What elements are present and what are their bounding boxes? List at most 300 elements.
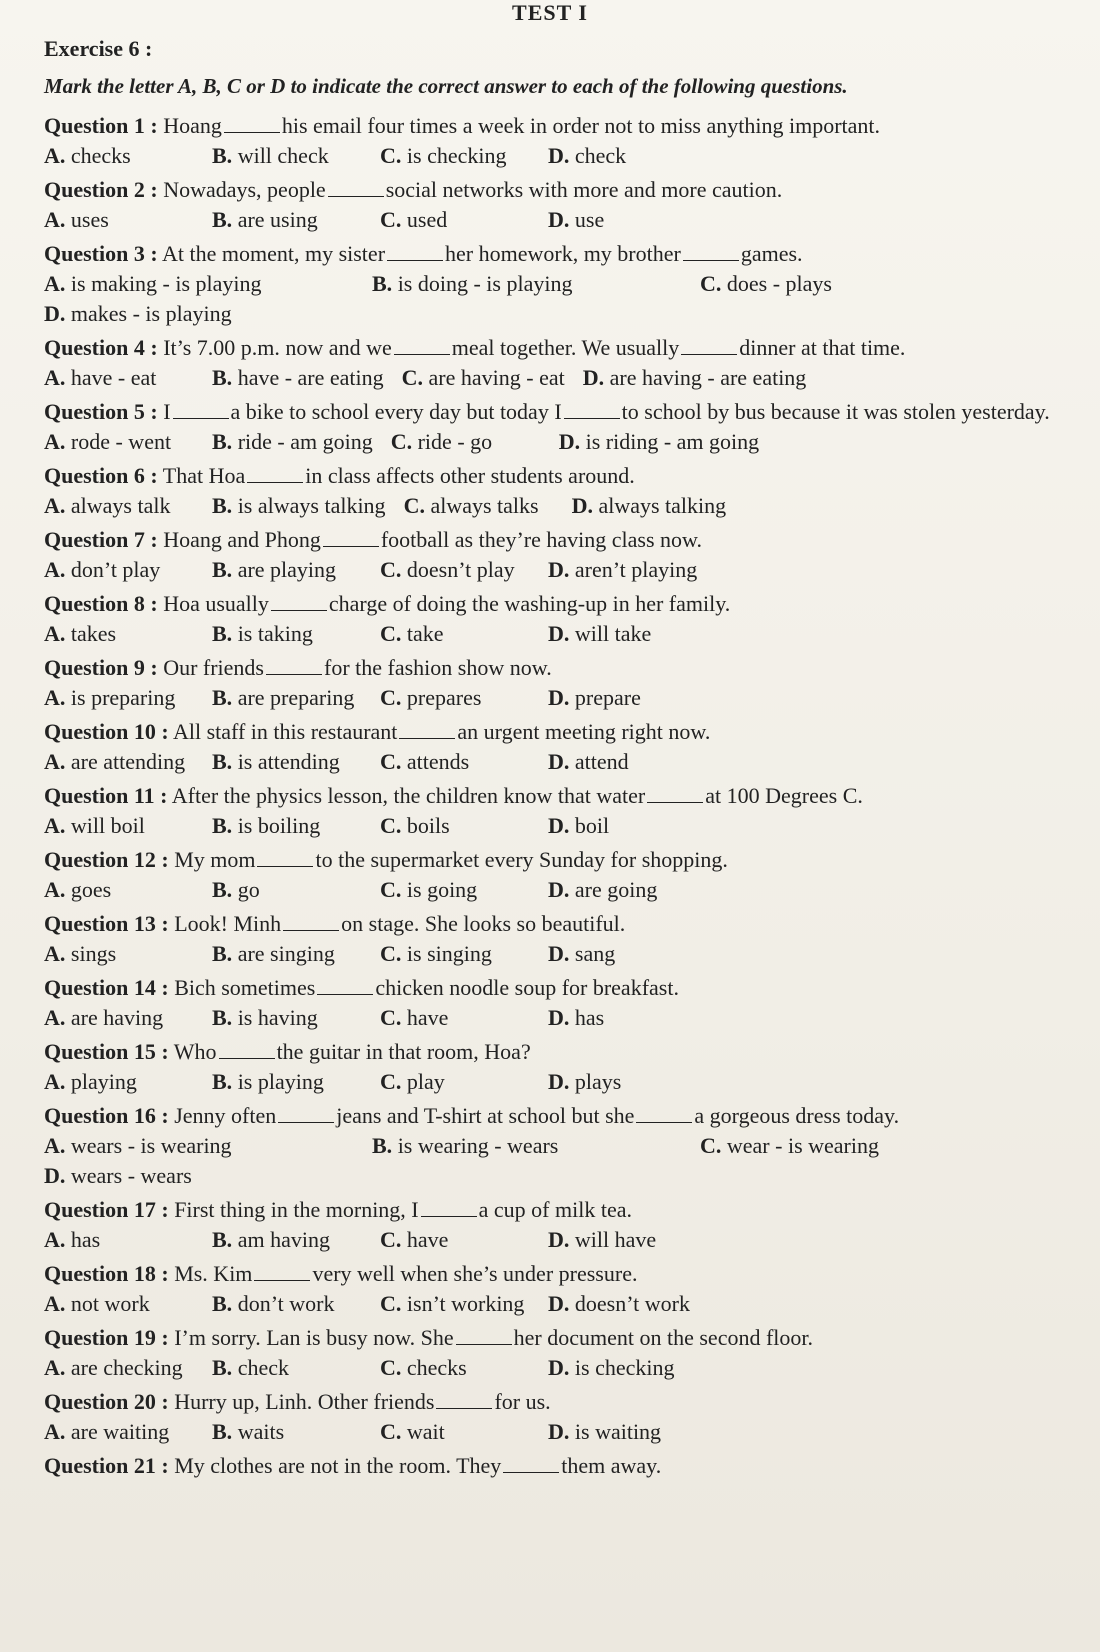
option-a[interactable] [44,1067,194,1097]
option-a[interactable] [44,811,194,841]
option-text: don’t work [237,1291,335,1316]
question-text-part: a gorgeous dress today. [694,1103,900,1128]
question-text [44,653,1084,683]
option-c[interactable] [380,683,530,713]
answer-blank[interactable] [564,400,620,419]
answer-blank[interactable] [257,848,313,867]
option-a[interactable] [44,1131,354,1161]
answer-blank[interactable] [456,1326,512,1345]
option-text: checks [406,1355,467,1380]
option-b[interactable] [212,1289,362,1319]
option-a[interactable] [44,205,194,235]
option-letter: B. [212,1227,238,1252]
option-a[interactable] [44,939,194,969]
answer-blank[interactable] [503,1454,559,1473]
option-b[interactable] [212,141,362,171]
option-letter: C. [380,749,407,774]
answer-options [44,1225,1084,1255]
question-5 [44,397,1084,457]
option-letter: B. [212,429,238,454]
option-letter: D. [44,1163,71,1188]
question-text-part: Hoang [163,113,222,138]
option-text: have [406,1005,449,1030]
option-letter: D. [548,941,575,966]
option-text: always talk [70,493,171,518]
option-letter: A. [44,271,71,296]
option-d[interactable] [44,299,354,329]
option-b[interactable] [212,205,362,235]
option-letter: A. [44,1069,71,1094]
option-b[interactable] [212,1353,362,1383]
option-c[interactable] [380,205,530,235]
option-a[interactable] [44,363,194,393]
option-c[interactable] [380,555,530,585]
option-a[interactable] [44,555,194,585]
option-letter: C. [380,941,407,966]
option-c[interactable] [380,1225,530,1255]
option-text: is attending [237,749,340,774]
answer-blank[interactable] [683,242,739,261]
question-8 [44,589,1084,649]
option-text: always talking [598,493,727,518]
option-letter: B. [372,271,398,296]
option-c[interactable] [380,1003,530,1033]
option-text: aren’t playing [574,557,698,582]
question-text-part: to the supermarket every Sunday for shopping. [315,847,728,872]
option-c[interactable] [380,811,530,841]
option-d[interactable] [548,141,698,171]
option-d[interactable] [548,747,698,777]
question-text-part: It’s 7.00 p.m. now and we [163,335,392,360]
option-text: ride - am going [237,429,373,454]
option-letter: B. [212,877,238,902]
answer-blank[interactable] [647,784,703,803]
option-letter: C. [403,493,431,518]
option-letter: A. [44,143,71,168]
option-a[interactable] [44,1225,194,1255]
question-number: Question 20 : [44,1389,169,1414]
option-b[interactable] [212,747,362,777]
option-b[interactable] [212,619,362,649]
question-text-part: her homework, my brother [445,241,681,266]
option-b[interactable] [212,555,362,585]
option-text: makes - is playing [70,301,232,326]
option-text: is taking [237,621,313,646]
question-number: Question 10 : [44,719,169,744]
question-text [44,845,1084,875]
answer-options [44,683,1084,713]
option-a[interactable] [44,683,194,713]
option-d[interactable] [548,1353,698,1383]
answer-blank[interactable] [173,400,229,419]
option-text: check [237,1355,289,1380]
question-text-part: very well when she’s under pressure. [312,1261,638,1286]
option-letter: A. [44,749,71,774]
question-2 [44,175,1084,235]
option-text: use [574,207,605,232]
option-b[interactable] [372,1131,682,1161]
option-c[interactable] [380,141,530,171]
option-a[interactable] [44,875,194,905]
option-c[interactable] [700,269,1010,299]
question-text-part: in class affects other students around. [305,463,635,488]
option-text: am having [237,1227,330,1252]
option-text: is preparing [70,685,176,710]
option-text: waits [237,1419,285,1444]
option-text: check [574,143,627,168]
option-text: is going [406,877,478,902]
option-text: attends [406,749,470,774]
option-d[interactable] [548,683,698,713]
option-d[interactable] [548,811,698,841]
option-c[interactable] [380,875,530,905]
option-b[interactable] [212,939,362,969]
question-text-part: Our friends [163,655,264,680]
option-letter: D. [548,749,575,774]
question-text [44,1387,1084,1417]
question-number: Question 2 : [44,177,158,202]
option-text: playing [70,1069,137,1094]
option-letter: A. [44,429,71,454]
option-text: takes [70,621,117,646]
question-text-part: Ms. Kim [174,1261,253,1286]
question-text [44,461,1084,491]
option-b[interactable] [212,875,362,905]
answer-options [44,269,1084,329]
option-letter: B. [212,493,238,518]
option-text: is checking [406,143,507,168]
option-b[interactable] [212,811,362,841]
option-letter: B. [212,685,238,710]
option-letter: D. [558,429,586,454]
option-text: are attending [70,749,186,774]
option-d[interactable] [548,875,698,905]
option-a[interactable] [44,1353,194,1383]
option-c[interactable] [402,363,565,393]
question-text [44,1037,1084,1067]
question-number: Question 9 : [44,655,158,680]
option-c[interactable] [380,939,530,969]
option-letter: C. [380,877,407,902]
option-text: goes [70,877,112,902]
question-text [44,1195,1084,1225]
option-d[interactable] [548,1003,698,1033]
option-b[interactable] [212,1417,362,1447]
question-number: Question 4 : [44,335,158,360]
question-text-part: I’m sorry. Lan is busy now. She [174,1325,454,1350]
question-text-part: her document on the second floor. [513,1325,814,1350]
option-text: not work [70,1291,150,1316]
option-text: ride - go [417,429,493,454]
option-d[interactable] [548,1417,698,1447]
option-d[interactable] [548,1289,698,1319]
option-d[interactable] [548,939,698,969]
question-text [44,1323,1084,1353]
question-text-part: an urgent meeting right now. [457,719,711,744]
option-d[interactable] [572,491,727,521]
option-text: play [406,1069,445,1094]
option-letter: A. [44,207,71,232]
question-text-part: the guitar in that room, Hoa? [276,1039,531,1064]
option-letter: B. [212,1069,238,1094]
option-d[interactable] [44,1161,354,1191]
option-text: are having - are eating [609,365,807,390]
option-c[interactable] [380,1289,530,1319]
option-text: is waiting [574,1419,662,1444]
option-letter: B. [372,1133,398,1158]
option-letter: D. [571,493,599,518]
option-a[interactable] [44,427,194,457]
option-letter: A. [44,1419,71,1444]
option-a[interactable] [44,1289,194,1319]
option-text: have - eat [70,365,157,390]
option-a[interactable] [44,619,194,649]
answer-options [44,427,1084,457]
option-letter: D. [548,685,575,710]
answer-blank[interactable] [323,528,379,547]
option-text: take [406,621,444,646]
option-text: will check [237,143,329,168]
option-c[interactable] [380,619,530,649]
option-b[interactable] [212,1067,362,1097]
option-text: plays [574,1069,622,1094]
option-text: are waiting [70,1419,170,1444]
question-text-part: Hurry up, Linh. Other friends [174,1389,435,1414]
option-c[interactable] [380,1067,530,1097]
option-c[interactable] [391,427,541,457]
option-d[interactable] [559,427,759,457]
option-b[interactable] [212,1225,362,1255]
answer-blank[interactable] [387,242,443,261]
option-a[interactable] [44,1003,194,1033]
question-text-part: a bike to school every day but today I [230,399,562,424]
option-d[interactable] [548,1225,698,1255]
question-text-part: a cup of milk tea. [478,1197,632,1222]
question-text-part: dinner at that time. [739,335,906,360]
answer-options [44,205,1084,235]
option-text: boils [406,813,450,838]
option-text: is playing [237,1069,324,1094]
answer-options [44,555,1084,585]
option-a[interactable] [44,1417,194,1447]
answer-options [44,1003,1084,1033]
option-text: is wearing - wears [397,1133,559,1158]
option-letter: C. [380,1355,407,1380]
question-text-part: jeans and T-shirt at school but she [336,1103,635,1128]
option-letter: C. [380,685,407,710]
question-number: Question 1 : [44,113,158,138]
option-text: does - plays [726,271,832,296]
question-text-part: at 100 Degrees C. [705,783,863,808]
option-text: are having [70,1005,164,1030]
answer-options [44,491,1084,521]
answer-blank[interactable] [266,656,322,675]
option-text: go [237,877,260,902]
question-9 [44,653,1084,713]
question-list [44,111,1084,1481]
option-letter: A. [44,1227,71,1252]
option-letter: D. [548,1069,575,1094]
answer-blank[interactable] [399,720,455,739]
option-a[interactable] [44,747,194,777]
option-d[interactable] [548,619,698,649]
answer-blank[interactable] [247,464,303,483]
option-letter: B. [212,1291,238,1316]
answer-blank[interactable] [271,592,327,611]
question-text [44,973,1084,1003]
option-letter: C. [380,557,407,582]
option-letter: A. [44,685,71,710]
option-letter: A. [44,1005,71,1030]
option-a[interactable] [44,269,354,299]
instructions: Mark the letter A, B, C or D to indicate the correct answer to each of the following questions. [44,74,848,98]
option-d[interactable] [548,1067,698,1097]
question-3 [44,239,1084,329]
option-text: are preparing [237,685,355,710]
option-text: isn’t working [406,1291,525,1316]
question-text-part: My mom [174,847,256,872]
answer-blank[interactable] [278,1104,334,1123]
option-text: sang [574,941,616,966]
option-letter: D. [548,1355,575,1380]
question-text-part: for the fashion show now. [324,655,552,680]
option-letter: C. [380,813,407,838]
option-c[interactable] [380,1417,530,1447]
option-a[interactable] [44,141,194,171]
option-c[interactable] [380,747,530,777]
answer-blank[interactable] [219,1040,275,1059]
question-number: Question 14 : [44,975,169,1000]
option-text: doesn’t work [574,1291,690,1316]
option-text: wait [406,1419,445,1444]
answer-blank[interactable] [254,1262,310,1281]
option-letter: D. [548,1227,575,1252]
option-letter: D. [548,1291,575,1316]
answer-options [44,1417,1084,1447]
question-text-part: That Hoa [162,463,246,488]
option-text: will have [574,1227,657,1252]
question-text-part: them away. [561,1453,662,1478]
option-text: doesn’t play [406,557,515,582]
answer-options [44,619,1084,649]
option-a[interactable] [44,491,194,521]
question-text-part: I [163,399,171,424]
option-b[interactable] [212,427,373,457]
question-text-part: meal together. We usually [451,335,680,360]
question-text [44,1259,1084,1289]
answer-blank[interactable] [283,912,339,931]
question-text-part: to school by bus because it was stolen yesterday. [621,399,1050,424]
option-b[interactable] [212,363,384,393]
option-text: are playing [237,557,337,582]
option-text: is boiling [237,813,321,838]
question-text-part: Who [173,1039,217,1064]
option-letter: D. [548,813,575,838]
option-b[interactable] [372,269,682,299]
option-c[interactable] [404,491,554,521]
question-text-part: My clothes are not in the room. They [174,1453,502,1478]
question-number: Question 17 : [44,1197,169,1222]
answer-blank[interactable] [394,336,450,355]
option-letter: B. [212,557,238,582]
option-text: wear - is wearing [726,1133,879,1158]
question-text-part: Look! Minh [174,911,282,936]
option-text: are having - eat [428,365,565,390]
option-b[interactable] [212,1003,362,1033]
option-c[interactable] [700,1131,1010,1161]
question-number: Question 5 : [44,399,158,424]
option-text: is riding - am going [585,429,760,454]
question-number: Question 15 : [44,1039,169,1064]
question-text [44,909,1084,939]
question-text-part: chicken noodle soup for breakfast. [375,975,679,1000]
answer-options [44,1289,1084,1319]
option-letter: A. [44,1133,71,1158]
answer-options [44,1353,1084,1383]
worksheet-content [44,36,1084,1485]
answer-blank[interactable] [436,1390,492,1409]
option-text: boil [574,813,610,838]
option-letter: C. [380,207,407,232]
question-text-part: social networks with more and more caution. [385,177,783,202]
answer-blank[interactable] [224,114,280,133]
question-text [44,175,1084,205]
answer-blank[interactable] [636,1104,692,1123]
question-text-part: his email four times a week in order not to miss anything important. [281,113,881,138]
option-text: prepare [574,685,641,710]
answer-options [44,939,1084,969]
question-12 [44,845,1084,905]
question-10 [44,717,1084,777]
option-text: wears - is wearing [70,1133,232,1158]
option-text: prepares [406,685,482,710]
question-text [44,111,1084,141]
answer-blank[interactable] [317,976,373,995]
answer-blank[interactable] [328,178,384,197]
option-b[interactable] [212,683,362,713]
option-b[interactable] [212,491,386,521]
question-text-part: Hoa usually [163,591,269,616]
option-d[interactable] [583,363,807,393]
option-text: is always talking [237,493,386,518]
question-text [44,525,1084,555]
question-text-part: Nowadays, people [163,177,326,202]
option-letter: C. [700,271,727,296]
question-text [44,589,1084,619]
option-letter: C. [380,1419,407,1444]
question-13 [44,909,1084,969]
option-letter: B. [212,749,238,774]
option-letter: C. [380,621,407,646]
option-d[interactable] [548,555,698,585]
question-number: Question 18 : [44,1261,169,1286]
option-text: attend [574,749,629,774]
option-letter: A. [44,557,71,582]
option-c[interactable] [380,1353,530,1383]
question-number: Question 6 : [44,463,158,488]
exercise-heading: Exercise 6 : [44,36,153,61]
option-letter: B. [212,365,238,390]
option-letter: D. [548,1419,575,1444]
answer-blank[interactable] [421,1198,477,1217]
question-19 [44,1323,1084,1383]
question-number: Question 12 : [44,847,169,872]
question-text [44,1451,1084,1481]
question-text-part: games. [740,241,803,266]
option-d[interactable] [548,205,698,235]
option-text: have [406,1227,449,1252]
answer-blank[interactable] [681,336,737,355]
